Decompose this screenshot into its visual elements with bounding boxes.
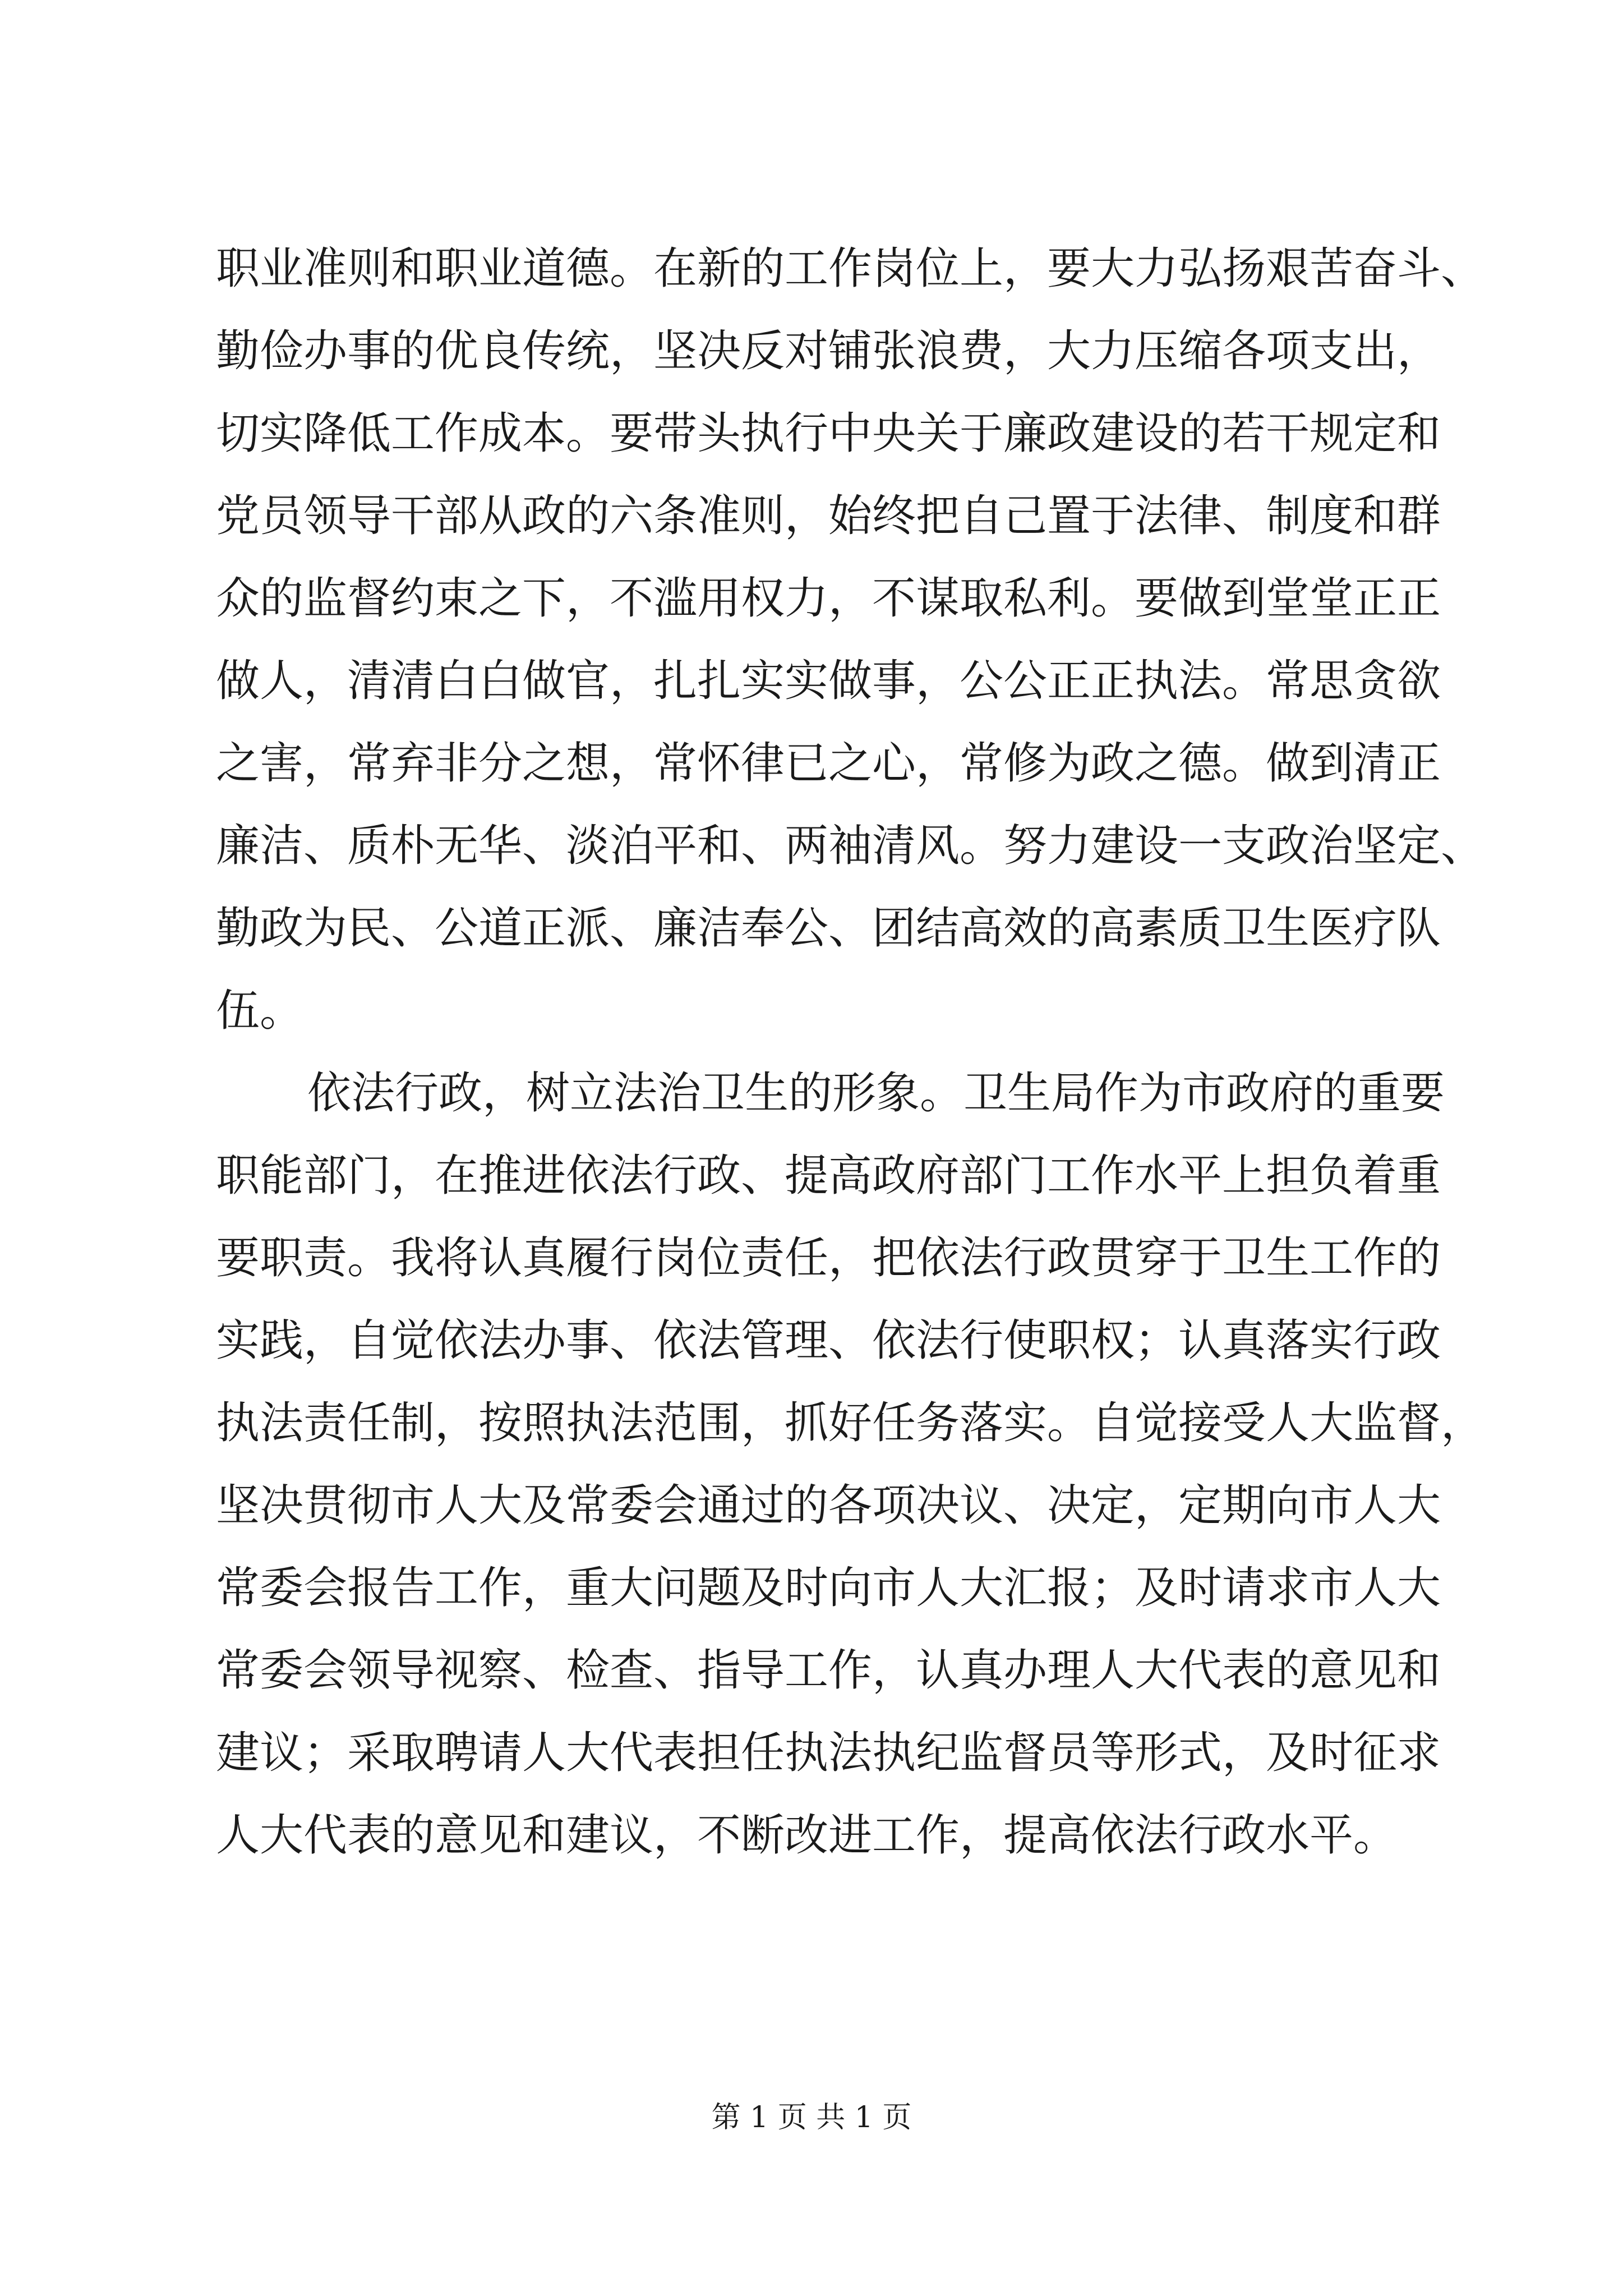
paragraph-2-line-8: 常委会领导视察、检查、指导工作，认真办理人大代表的意见和 (216, 1645, 1441, 1696)
paragraph-1-line-4: 党员领导干部从政的六条准则，始终把自己置于法律、制度和群 (216, 491, 1441, 541)
paragraph-1-line-9: 勤政为民、公道正派、廉洁奉公、团结高效的高素质卫生医疗队 (216, 903, 1441, 954)
paragraph-2-line-9: 建议；采取聘请人大代表担任执法执纪监督员等形式，及时征求 (216, 1728, 1441, 1778)
paragraph-1-line-3: 切实降低工作成本。要带头执行中央关于廉政建设的若干规定和 (216, 408, 1441, 459)
paragraph-1-line-7: 之害，常弃非分之想，常怀律已之心，常修为政之德。做到清正 (216, 738, 1441, 789)
paragraph-1-line-2: 勤俭办事的优良传统，坚决反对铺张浪费，大力压缩各项支出， (216, 326, 1441, 376)
paragraph-2-line-4: 实践，自觉依法办事、依法管理、依法行使职权；认真落实行政 (216, 1315, 1441, 1366)
paragraph-1-line-8: 廉洁、质朴无华、淡泊平和、两袖清风。努力建设一支政治坚定、 (216, 821, 1485, 871)
paragraph-1-line-6: 做人，清清白白做官，扎扎实实做事，公公正正执法。常思贪欲 (216, 656, 1441, 706)
page-footer: 第 1 页 共 1 页 (711, 2101, 912, 2134)
paragraph-2-line-1: 依法行政，树立法治卫生的形象。卫生局作为市政府的重要 (307, 1068, 1445, 1119)
paragraph-1-line-1: 职业准则和职业道德。在新的工作岗位上，要大力弘扬艰苦奋斗、 (216, 243, 1485, 294)
paragraph-1-line-10: 伍。 (216, 986, 304, 1036)
paragraph-2-line-6: 坚决贯彻市人大及常委会通过的各项决议、决定，定期向市人大 (216, 1480, 1441, 1531)
paragraph-2-line-5: 执法责任制，按照执法范围，抓好任务落实。自觉接受人大监督， (216, 1398, 1485, 1448)
paragraph-2-line-7: 常委会报告工作，重大问题及时向市人大汇报；及时请求市人大 (216, 1563, 1441, 1613)
paragraph-2-line-3: 要职责。我将认真履行岗位责任，把依法行政贯穿于卫生工作的 (216, 1233, 1441, 1283)
paragraph-2-line-2: 职能部门，在推进依法行政、提高政府部门工作水平上担负着重 (216, 1151, 1441, 1201)
paragraph-2-line-10: 人大代表的意见和建议，不断改进工作，提高依法行政水平。 (216, 1810, 1398, 1861)
paragraph-1-line-5: 众的监督约束之下，不滥用权力，不谋取私利。要做到堂堂正正 (216, 573, 1441, 624)
